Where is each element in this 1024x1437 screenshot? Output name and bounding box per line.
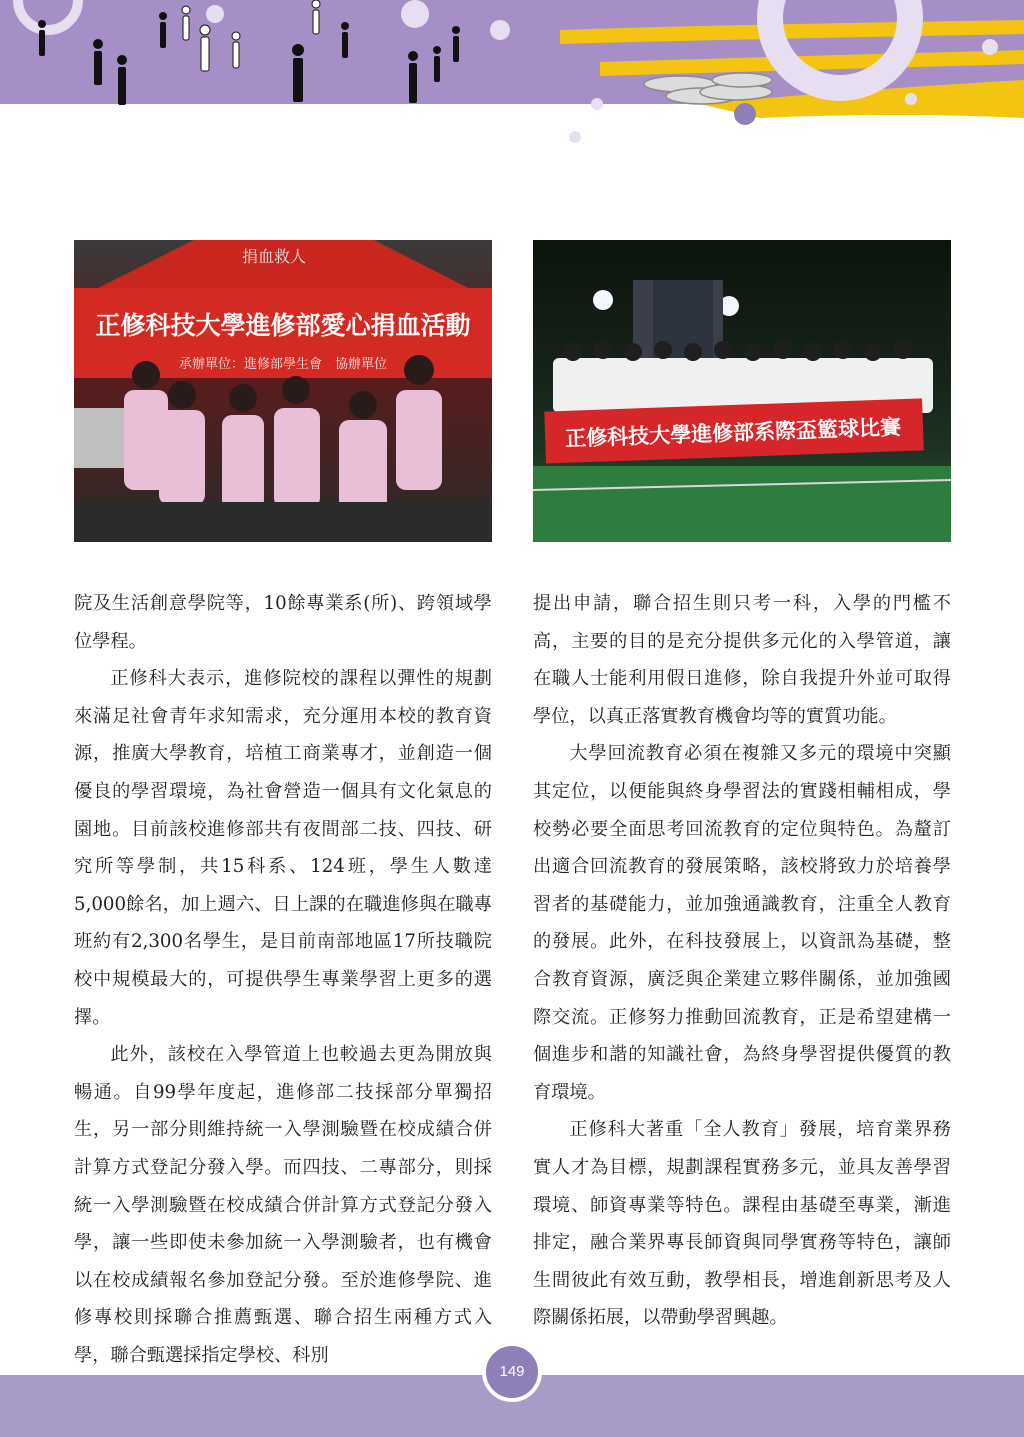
banner-text: 正修科技大學進修部愛心捐血活動 [95, 311, 471, 340]
tent-text: 捐血救人 [241, 247, 307, 266]
paragraph: 提出申請，聯合招生則只考一科，入學的門檻不高，主要的目的是充分提供多元化的入學管道，讓在職人士能利用假日進修，除自我提升外並可取得學位，以真正落實教育機會均等的實質功能。 [533, 593, 951, 727]
paragraph: 院及生活創意學院等，10餘專業系(所)、跨領域學位學程。 [74, 593, 492, 652]
sub-banner-text: 承辦單位：進修部學生會 協辦單位 [178, 357, 388, 372]
banner-text: 正修科技大學進修部系際盃籃球比賽 [564, 415, 902, 451]
paragraph: 大學回流教育必須在複雜又多元的環境中突顯其定位，以便能與終身學習法的實踐相輔相成，學校勢必要全面思考回流教育的定位與特色。為釐訂出適合回流教育的發展策略，該校將致力於培養學習者的基礎能力，並加強通識教育，注重全人教育的發展。此外，在科技發展上，以資訊為基礎，整合教育資源，廣泛與企業建立夥伴關係，並加強國際交流。正修努力推動回流教育，正是希望建構一個進步和諧的知識社會，為終身學習提供優質的教育環境。 [533, 743, 951, 1103]
paragraph: 此外，該校在入學管道上也較過去更為開放與暢通。自99學年度起，進修部二技採部分單獨招生，另一部分則維持統一入學測驗暨在校成績合併計算方式登記分發入學。而四技、二專部分，則採統一入學測驗暨在校成績合併計算方式登記分發入學，讓一些即使未參加統一入學測驗者，也有機會以在校成績報名參加登記分發。至於進修學院、進修專校則採聯合推薦甄選、聯合招生兩種方式入學，聯合甄選採指定學校、科別 [74, 1044, 492, 1366]
page-number: 149 [499, 1363, 525, 1380]
article-column-right [533, 585, 951, 1337]
page-number-badge [482, 1342, 542, 1402]
photo-basketball-event [533, 240, 951, 542]
photo-blood-donation [74, 240, 492, 542]
header-decoration [0, 0, 1024, 150]
article-column-left [74, 585, 492, 1374]
paragraph: 正修科大著重「全人教育」發展，培育業界務實人才為目標，規劃課程實務多元，並具友善學習環境、師資專業等特色。課程由基礎至專業，漸進排定，融合業界專長師資與同學實務等特色，讓師生間彼此有效互動，教學相長，增進創新思考及人際關係拓展，以帶動學習興趣。 [533, 1119, 951, 1329]
paragraph: 正修科大表示，進修院校的課程以彈性的規劃來滿足社會青年求知需求，充分運用本校的教育資源，推廣大學教育，培植工商業專才，並創造一個優良的學習環境，為社會營造一個具有文化氣息的園地。目前該校進修部共有夜間部二技、四技、研究所等學制，共15科系、124班，學生人數達5,000餘名，加上週六、日上課的在職進修與在職專班約有2,300名學生，是目前南部地區17所技職院校中規模最大的，可提供學生專業學習上更多的選擇。 [74, 668, 492, 1028]
